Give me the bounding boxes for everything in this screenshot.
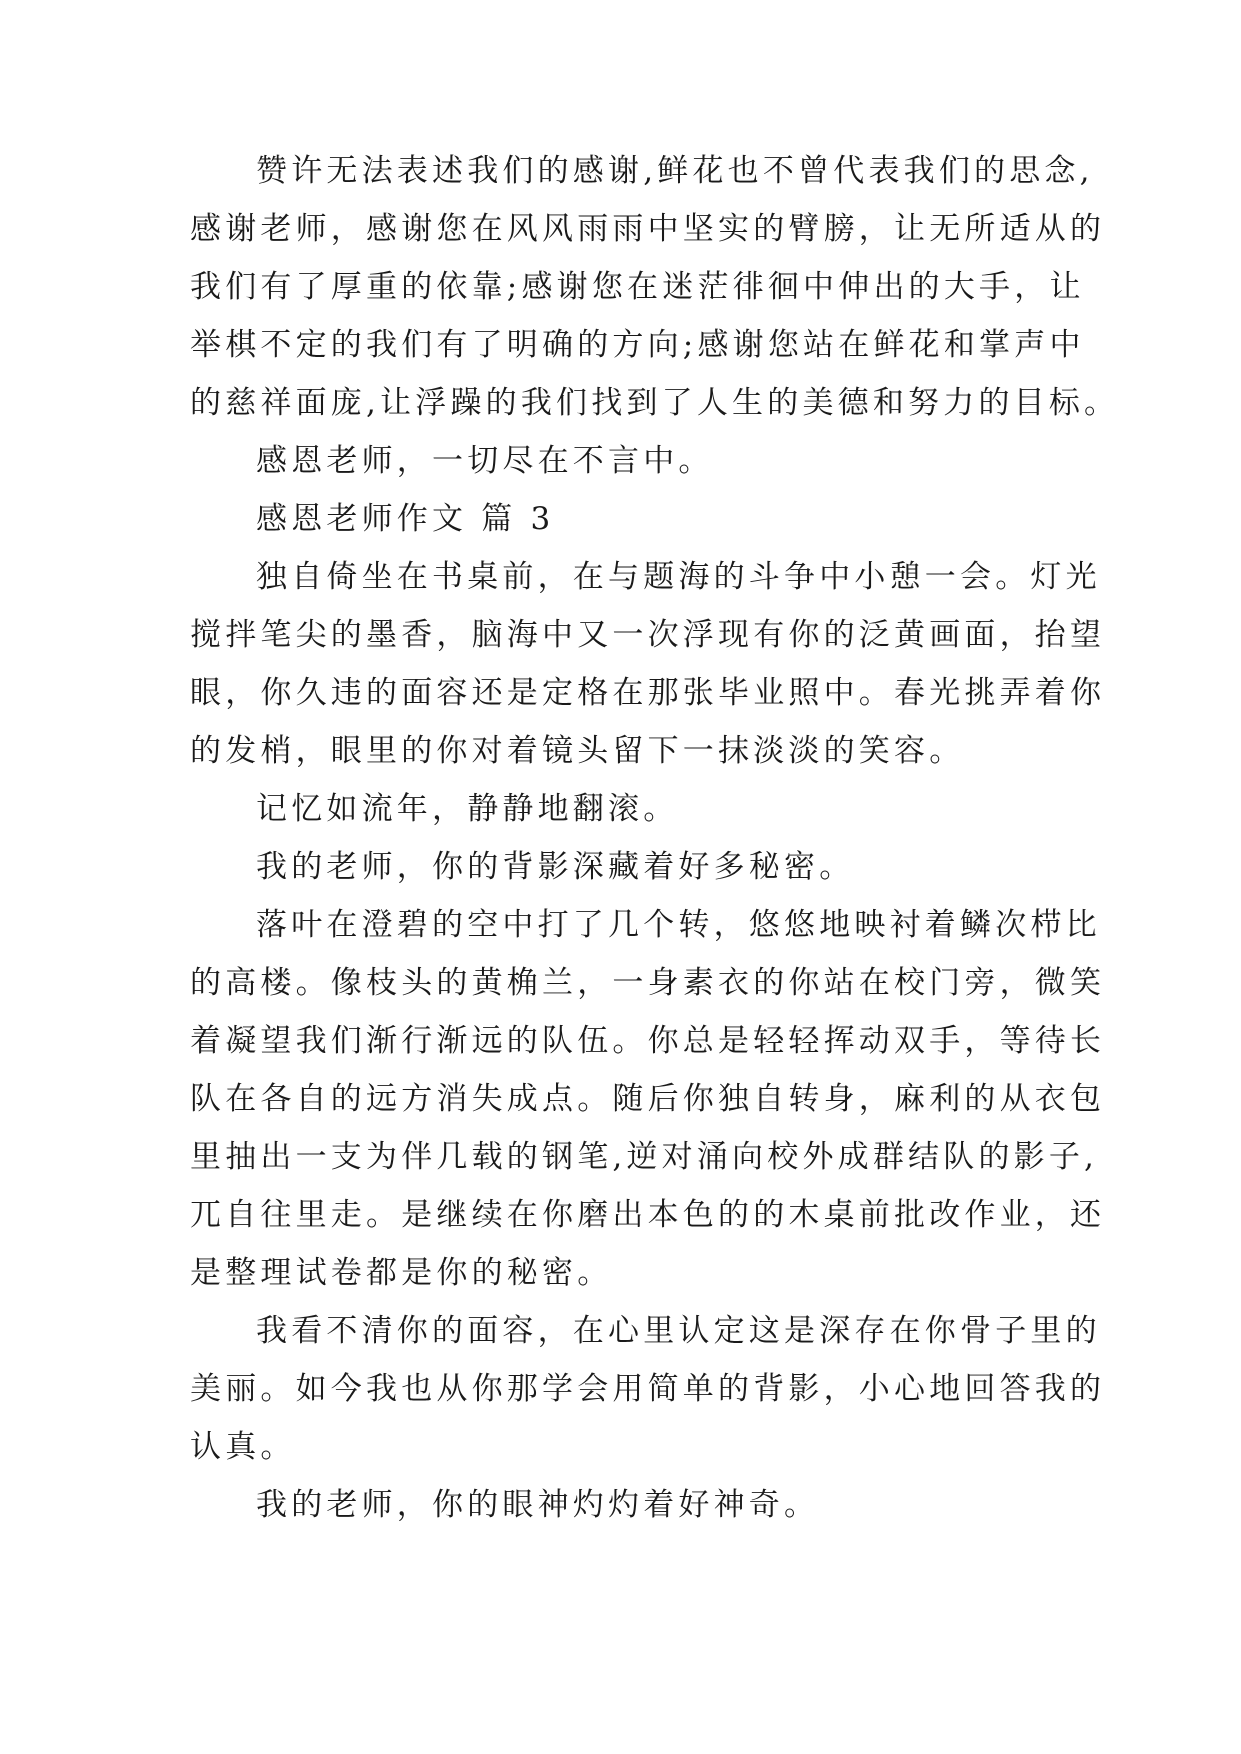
text-line: 兀自往里走。是继续在你磨出本色的的木桌前批改作业，还 xyxy=(190,1197,1106,1233)
text-line: 赞许无法表述我们的感谢,鲜花也不曾代表我们的思念, xyxy=(256,153,1094,189)
text-line: 认真。 xyxy=(190,1429,296,1465)
text-line: 感恩老师，一切尽在不言中。 xyxy=(256,443,714,479)
text-line: 的发梢，眼里的你对着镜头留下一抹淡淡的笑容。 xyxy=(190,733,965,769)
text-line: 美丽。如今我也从你那学会用简单的背影，小心地回答我的 xyxy=(190,1371,1106,1407)
text-line: 我的老师，你的背影深藏着好多秘密。 xyxy=(256,849,855,885)
text-line: 队在各自的远方消失成点。随后你独自转身，麻利的从衣包 xyxy=(190,1081,1106,1117)
text-line: 的高楼。像枝头的黄桷兰，一身素衣的你站在校门旁，微笑 xyxy=(190,965,1106,1001)
text-line: 我们有了厚重的依靠;感谢您在迷茫徘徊中伸出的大手，让 xyxy=(190,269,1085,305)
text-line: 的慈祥面庞,让浮躁的我们找到了人生的美德和努力的目标。 xyxy=(190,385,1120,421)
text-line: 我看不清你的面容，在心里认定这是深存在你骨子里的 xyxy=(256,1313,1101,1349)
text-line: 落叶在澄碧的空中打了几个转，悠悠地映衬着鳞次栉比 xyxy=(256,907,1101,943)
text-line: 独自倚坐在书桌前，在与题海的斗争中小憩一会。灯光 xyxy=(256,559,1101,595)
text-line: 举棋不定的我们有了明确的方向;感谢您站在鲜花和掌声中 xyxy=(190,327,1085,363)
text-line: 是整理试卷都是你的秘密。 xyxy=(190,1255,613,1291)
text-line: 记忆如流年，静静地翻滚。 xyxy=(256,791,679,827)
text-line: 感谢老师，感谢您在风风雨雨中坚实的臂膀，让无所适从的 xyxy=(190,211,1106,247)
text-line: 搅拌笔尖的墨香，脑海中又一次浮现有你的泛黄画面，抬望 xyxy=(190,617,1106,653)
text-line: 里抽出一支为伴几载的钢笔,逆对涌向校外成群结队的影子, xyxy=(190,1139,1099,1175)
text-line: 着凝望我们渐行渐远的队伍。你总是轻轻挥动双手，等待长 xyxy=(190,1023,1106,1059)
text-line: 眼，你久违的面容还是定格在那张毕业照中。春光挑弄着你 xyxy=(190,675,1106,711)
text-line: 我的老师，你的眼神灼灼着好神奇。 xyxy=(256,1487,820,1523)
section-heading: 感恩老师作文 篇 3 xyxy=(256,501,555,537)
